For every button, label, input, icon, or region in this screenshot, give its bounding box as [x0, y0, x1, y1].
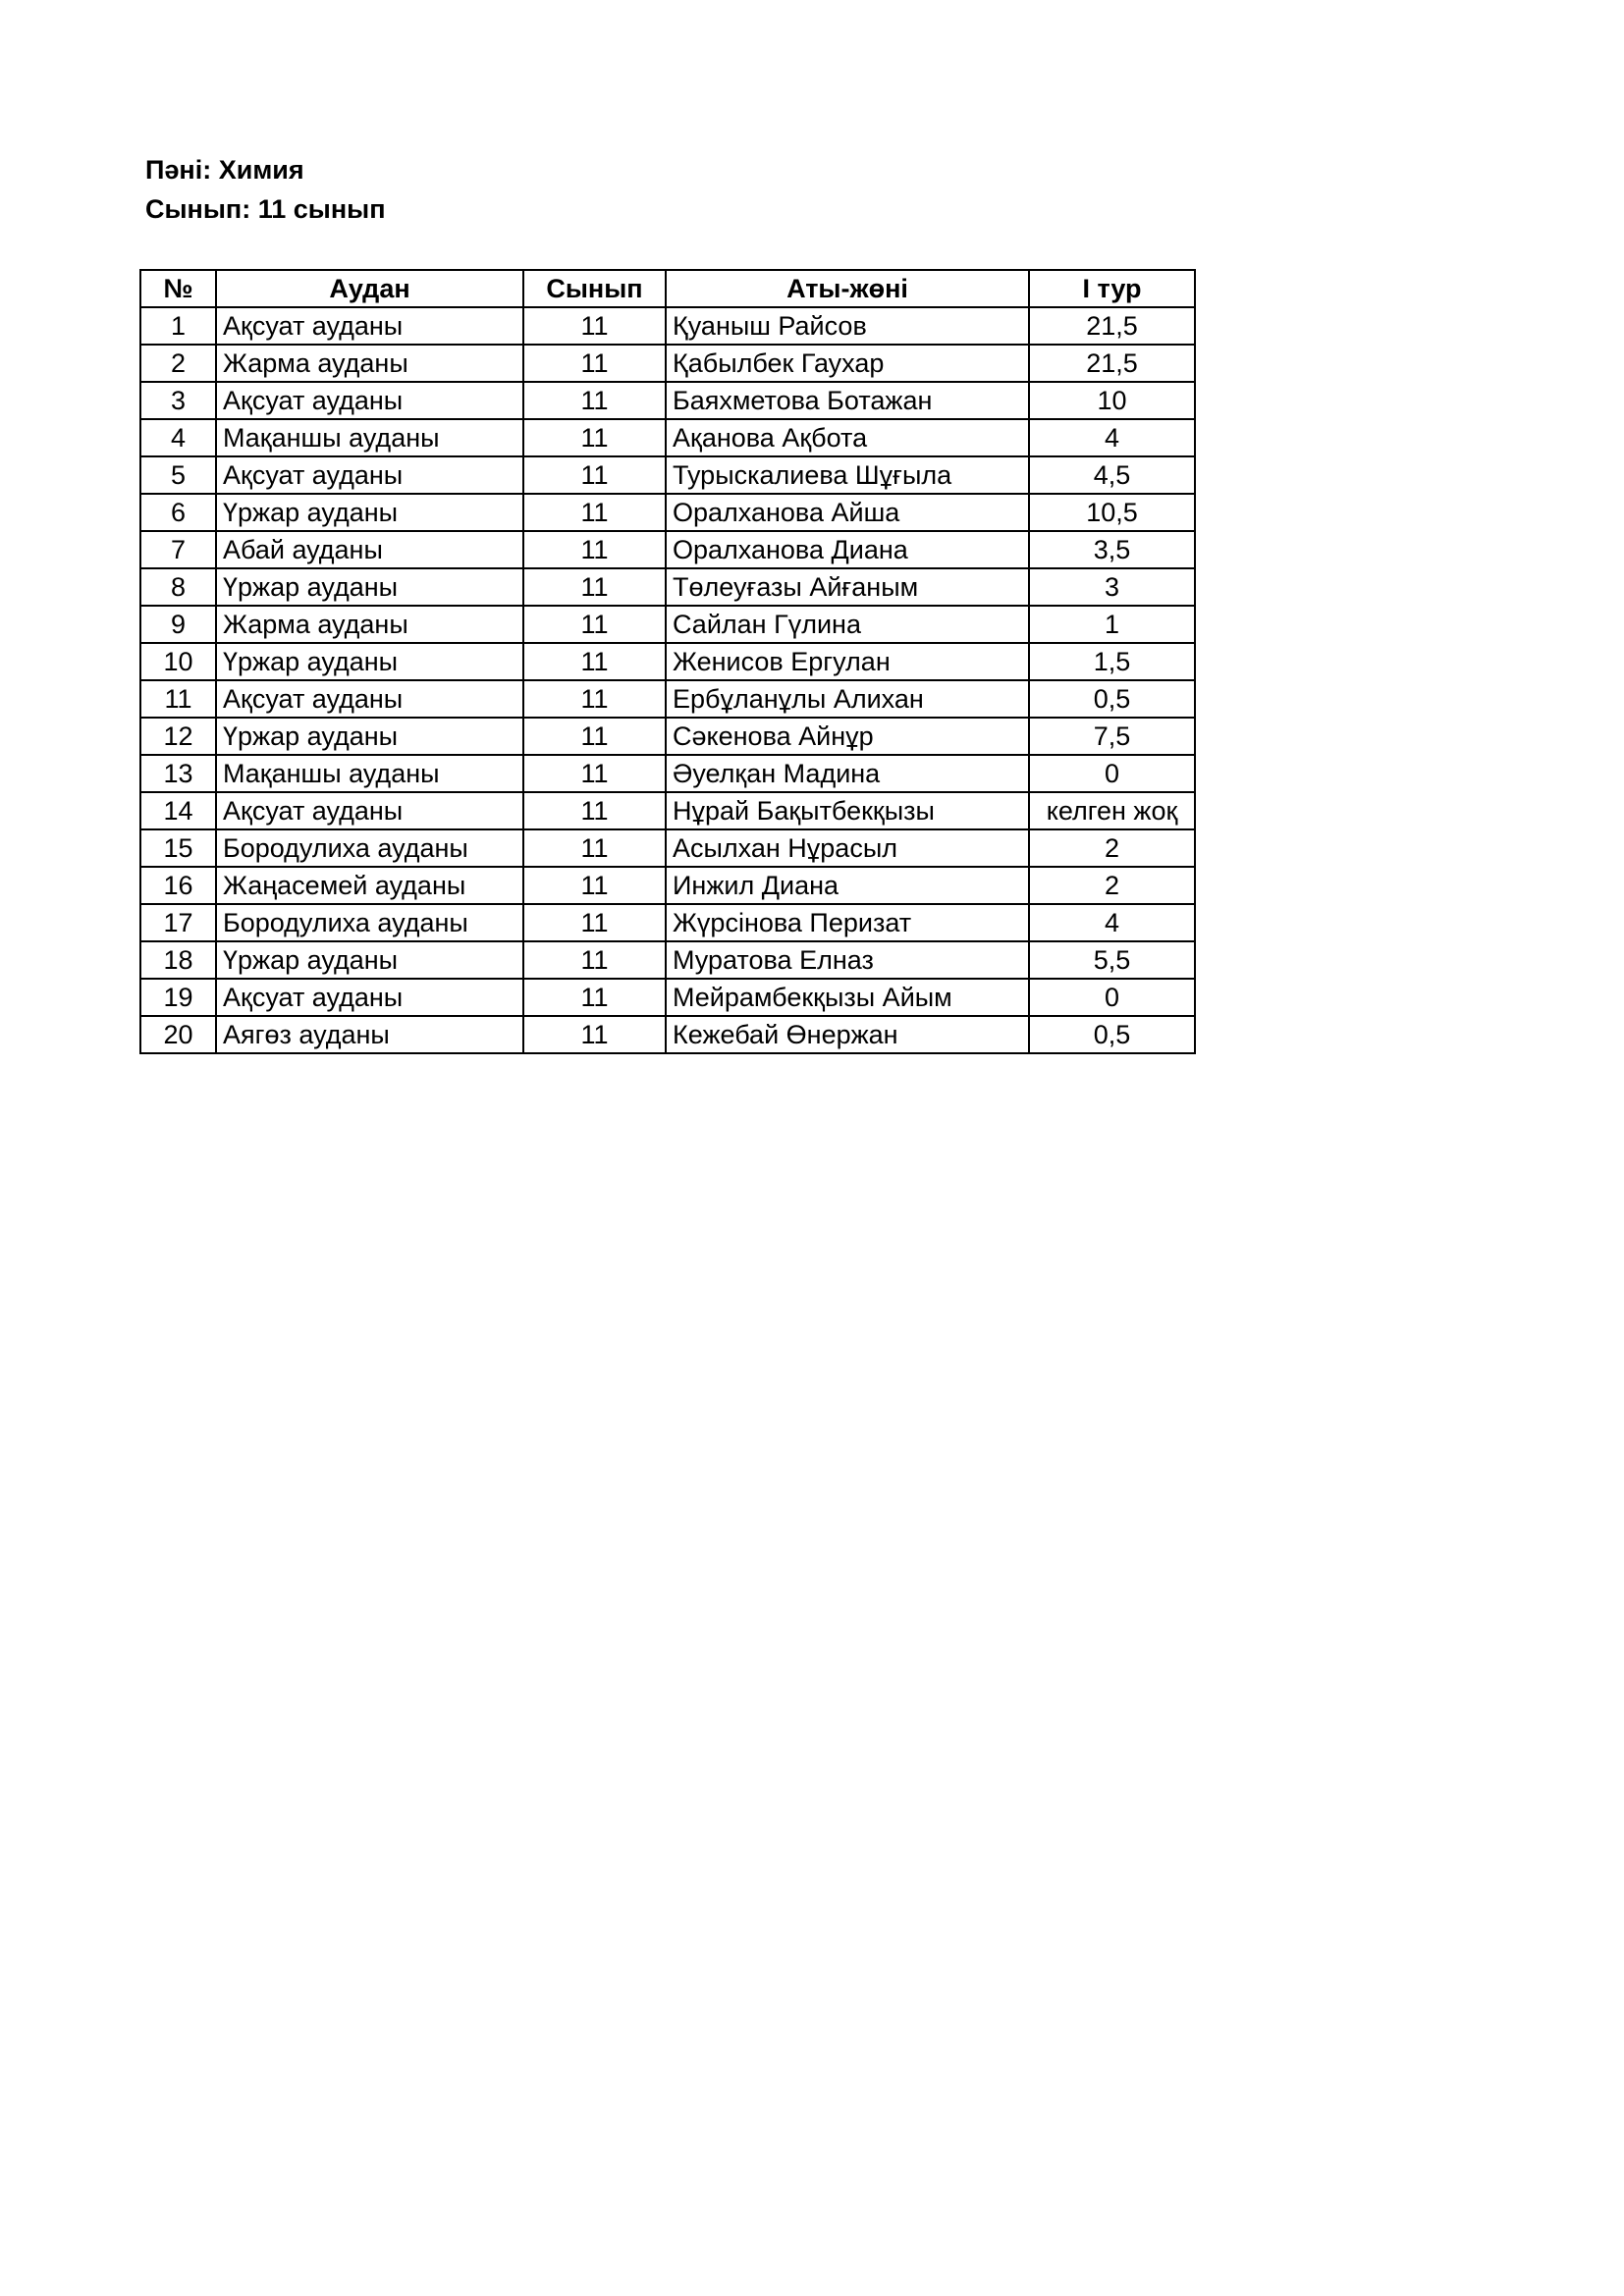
table-body: [140, 307, 1195, 1053]
cell-number: 11: [140, 680, 216, 718]
table-row: [140, 531, 1195, 568]
header-district: Аудан: [216, 270, 523, 307]
cell-class: 11: [523, 643, 666, 680]
cell-number: 6: [140, 494, 216, 531]
cell-class: 11: [523, 419, 666, 456]
table-row: [140, 643, 1195, 680]
cell-class: 11: [523, 755, 666, 792]
table-row: [140, 829, 1195, 867]
cell-number: 14: [140, 792, 216, 829]
cell-full-name: Женисов Ергулан: [666, 643, 1029, 680]
cell-class: 11: [523, 382, 666, 419]
cell-full-name: Ербұланұлы Алихан: [666, 680, 1029, 718]
cell-number: 17: [140, 904, 216, 941]
table-row: [140, 979, 1195, 1016]
cell-score: 0,5: [1029, 1016, 1195, 1053]
cell-full-name: Кежебай Өнержан: [666, 1016, 1029, 1053]
table-row: [140, 307, 1195, 345]
cell-class: 11: [523, 680, 666, 718]
cell-district: Жарма ауданы: [216, 345, 523, 382]
cell-score: 3: [1029, 568, 1195, 606]
cell-number: 20: [140, 1016, 216, 1053]
table-row: [140, 867, 1195, 904]
cell-class: 11: [523, 345, 666, 382]
class-heading: Сынып: 11 сынып: [145, 194, 386, 224]
cell-district: Жарма ауданы: [216, 606, 523, 643]
cell-full-name: Инжил Диана: [666, 867, 1029, 904]
table-row: [140, 568, 1195, 606]
table-row: [140, 419, 1195, 456]
cell-district: Аягөз ауданы: [216, 1016, 523, 1053]
cell-score: 1,5: [1029, 643, 1195, 680]
cell-district: Үржар ауданы: [216, 941, 523, 979]
cell-score: 10,5: [1029, 494, 1195, 531]
cell-full-name: Оралханова Айша: [666, 494, 1029, 531]
cell-full-name: Турыскалиева Шұғыла: [666, 456, 1029, 494]
cell-full-name: Мейрамбекқызы Айым: [666, 979, 1029, 1016]
cell-class: 11: [523, 1016, 666, 1053]
table-row: [140, 494, 1195, 531]
cell-district: Ақсуат ауданы: [216, 680, 523, 718]
cell-score: 0: [1029, 755, 1195, 792]
cell-full-name: Оралханова Диана: [666, 531, 1029, 568]
table-row: [140, 606, 1195, 643]
cell-score: 4,5: [1029, 456, 1195, 494]
cell-class: 11: [523, 606, 666, 643]
cell-class: 11: [523, 568, 666, 606]
table-row: [140, 792, 1195, 829]
cell-full-name: Сәкенова Айнұр: [666, 718, 1029, 755]
table-row: [140, 382, 1195, 419]
subject-heading: Пәні: Химия: [145, 155, 304, 185]
cell-full-name: Баяхметова Ботажан: [666, 382, 1029, 419]
cell-district: Үржар ауданы: [216, 494, 523, 531]
cell-full-name: Асылхан Нұрасыл: [666, 829, 1029, 867]
cell-district: Ақсуат ауданы: [216, 307, 523, 345]
cell-district: Мақаншы ауданы: [216, 755, 523, 792]
cell-number: 2: [140, 345, 216, 382]
cell-class: 11: [523, 718, 666, 755]
cell-full-name: Қуаныш Райсов: [666, 307, 1029, 345]
cell-number: 8: [140, 568, 216, 606]
cell-full-name: Муратова Елназ: [666, 941, 1029, 979]
cell-score: 21,5: [1029, 345, 1195, 382]
cell-full-name: Төлеуғазы Айғаным: [666, 568, 1029, 606]
cell-class: 11: [523, 941, 666, 979]
cell-district: Абай ауданы: [216, 531, 523, 568]
cell-class: 11: [523, 494, 666, 531]
cell-number: 1: [140, 307, 216, 345]
cell-district: Үржар ауданы: [216, 643, 523, 680]
cell-score: 4: [1029, 419, 1195, 456]
cell-district: Ақсуат ауданы: [216, 979, 523, 1016]
cell-score: келген жоқ: [1029, 792, 1195, 829]
cell-district: Ақсуат ауданы: [216, 456, 523, 494]
cell-number: 10: [140, 643, 216, 680]
cell-district: Мақаншы ауданы: [216, 419, 523, 456]
cell-score: 10: [1029, 382, 1195, 419]
cell-score: 1: [1029, 606, 1195, 643]
cell-class: 11: [523, 307, 666, 345]
cell-score: 7,5: [1029, 718, 1195, 755]
cell-number: 18: [140, 941, 216, 979]
cell-score: 21,5: [1029, 307, 1195, 345]
cell-class: 11: [523, 531, 666, 568]
cell-score: 0: [1029, 979, 1195, 1016]
cell-number: 9: [140, 606, 216, 643]
cell-score: 4: [1029, 904, 1195, 941]
cell-number: 3: [140, 382, 216, 419]
cell-score: 2: [1029, 829, 1195, 867]
cell-class: 11: [523, 867, 666, 904]
cell-district: Үржар ауданы: [216, 568, 523, 606]
table-row: [140, 718, 1195, 755]
cell-score: 0,5: [1029, 680, 1195, 718]
cell-full-name: Ақанова Ақбота: [666, 419, 1029, 456]
cell-full-name: Әуелқан Мадина: [666, 755, 1029, 792]
cell-score: 5,5: [1029, 941, 1195, 979]
header-class: Сынып: [523, 270, 666, 307]
cell-number: 5: [140, 456, 216, 494]
cell-full-name: Қабылбек Гаухар: [666, 345, 1029, 382]
cell-district: Ақсуат ауданы: [216, 792, 523, 829]
cell-score: 3,5: [1029, 531, 1195, 568]
cell-class: 11: [523, 792, 666, 829]
cell-full-name: Нұрай Бақытбекқызы: [666, 792, 1029, 829]
cell-district: Ақсуат ауданы: [216, 382, 523, 419]
cell-district: Бородулиха ауданы: [216, 829, 523, 867]
cell-number: 13: [140, 755, 216, 792]
table-row: [140, 680, 1195, 718]
cell-class: 11: [523, 904, 666, 941]
cell-district: Бородулиха ауданы: [216, 904, 523, 941]
cell-number: 7: [140, 531, 216, 568]
cell-class: 11: [523, 829, 666, 867]
cell-number: 15: [140, 829, 216, 867]
table-row: [140, 941, 1195, 979]
cell-district: Үржар ауданы: [216, 718, 523, 755]
table-row: [140, 755, 1195, 792]
table-header-row: [140, 270, 1195, 307]
cell-full-name: Жүрсінова Перизат: [666, 904, 1029, 941]
table-row: [140, 1016, 1195, 1053]
cell-class: 11: [523, 979, 666, 1016]
header-round-one: І тур: [1029, 270, 1195, 307]
table-row: [140, 904, 1195, 941]
cell-full-name: Сайлан Гүлина: [666, 606, 1029, 643]
header-number: №: [140, 270, 216, 307]
cell-score: 2: [1029, 867, 1195, 904]
cell-class: 11: [523, 456, 666, 494]
table-row: [140, 345, 1195, 382]
results-table: [139, 269, 1196, 1054]
table-row: [140, 456, 1195, 494]
cell-number: 16: [140, 867, 216, 904]
cell-number: 12: [140, 718, 216, 755]
cell-district: Жаңасемей ауданы: [216, 867, 523, 904]
cell-number: 19: [140, 979, 216, 1016]
header-full-name: Аты-жөні: [666, 270, 1029, 307]
cell-number: 4: [140, 419, 216, 456]
